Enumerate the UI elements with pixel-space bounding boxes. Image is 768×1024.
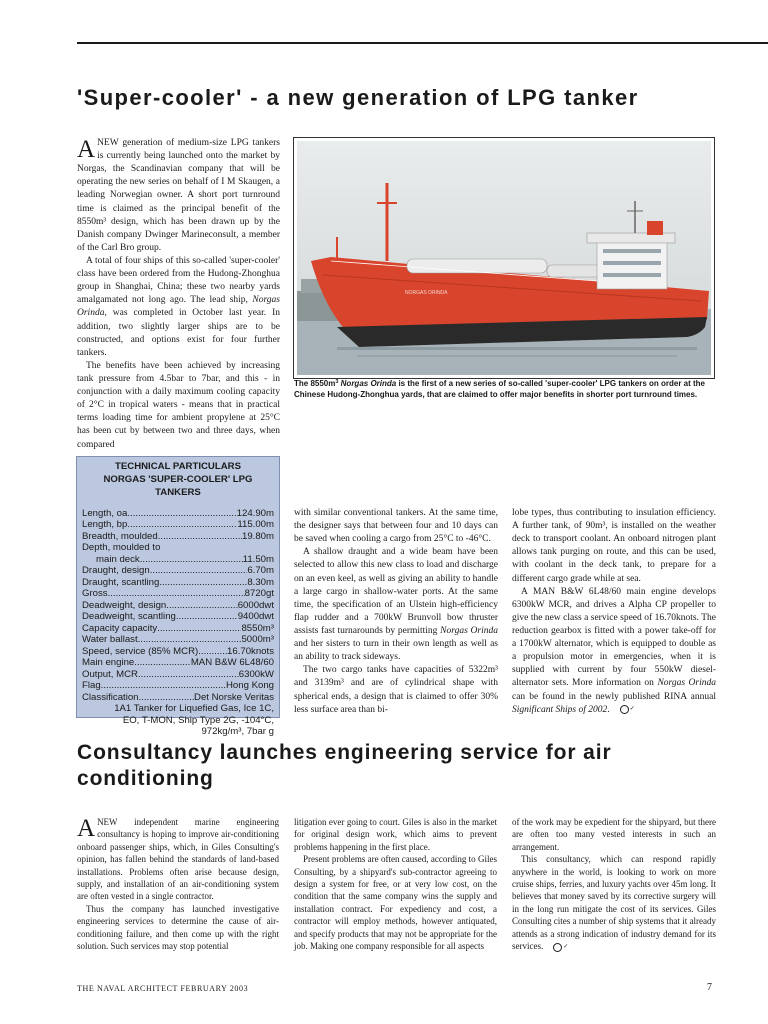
- spec-row: Length, oa ..... 124.90m: [82, 508, 274, 520]
- drop-cap-2: A: [77, 815, 96, 842]
- publication-footer: THE NAVAL ARCHITECT FEBRUARY 2003: [77, 984, 249, 993]
- drop-cap: A: [77, 136, 96, 163]
- spec-row: 1A1 Tanker for Liquefied Gas, Ice 1C,: [114, 703, 274, 715]
- spec-row: Deadweight, scantling ..... 9400dwt: [82, 611, 274, 623]
- technical-particulars-box: [76, 456, 280, 738]
- article2-column-3: [512, 816, 716, 952]
- ship-name: Norgas Orinda: [77, 295, 280, 319]
- spec-row: Draught, scantling ..... 8.30m: [82, 577, 274, 589]
- article1-paragraph-5: A shallow draught and a wide beam have been selected to allow this new class to load and discharge on an even keel, as well as giving an ability to handle a large cargo in shallow-water ports. At the same time, the specification of an Ulstein high-efficiency flap rudder and a 700kW Brunvoll bow thruster assists fast turnarounds by permitting Norgas Orinda and her sisters to turn in their own length as well as an ability to track sideways.: [294, 547, 498, 663]
- article1-column-1: [77, 137, 280, 452]
- technical-particulars-list: [82, 508, 274, 738]
- spec-row: Length, bp ..... 115.00m: [82, 519, 274, 531]
- spec-row: Draught, design ..... 6.70m: [82, 565, 274, 577]
- spec-row: Deadweight, design ..... 6000dwt: [82, 600, 274, 612]
- end-mark-icon: ✓: [553, 943, 562, 952]
- article-title-2: Consultancy launches engineering service for air conditioning: [77, 741, 612, 790]
- page-number: 7: [707, 982, 712, 993]
- spec-row: Gross ..... 8720gt: [82, 588, 274, 600]
- article1-paragraph-2: A total of four ships of this so-called 'super-cooler' class have been ordered from the Hudong-Zhonghua group in Shanghai, China; these two nearby yards amalgamated not long ago. The lead ship, Norgas Orinda, was completed in October last year. In addition, two slightly larger ships are to be constructed, and options exist for four further tankers.: [77, 255, 280, 358]
- article1-paragraph-3: The benefits have been achieved by increasing tank pressure from 4.5bar to 7bar, and this - in conjunction with a daily maximum cooling capacity of 2°C in tropical waters - means that in practical terms loading time for ambient propylene at 25°C has been cut by between two and three days, when compared: [77, 360, 280, 450]
- article1-paragraph-8: A MAN B&W 6L48/60 main engine develops 6300kW MCR, and drives a Alpha CP propeller to give the new class a service speed of 16.70knots. The reduction gearbox is fitted with a power take-off for a 1700kW alternator, which is equipped to double as a propulsion motor in emergencies, when it is supplied with current by four 550kW diesel-alternator sets. More information on Norgas Orinda can be found in the newly published RINA annual Significant Ships of 2002. ✓: [512, 586, 717, 715]
- spec-row: Flag ..... Hong Kong: [82, 680, 274, 692]
- top-rule: [77, 42, 768, 44]
- article2-column-1: [77, 816, 279, 952]
- article1-paragraph-7: lobe types, thus contributing to insulation efficiency. A further tank, of 90m³, is installed on the weather deck to transport coolant. An onboard nitrogen plant allows tank purging on route, and this can be used, with coolant in the deck tank, to prepare for a different cargo grade while at sea.: [512, 508, 716, 584]
- spec-row: Main engine ..... MAN B&W 6L48/60: [82, 657, 274, 669]
- spec-row: EO, T-MON, Ship Type 2G, -104°C,: [122, 714, 274, 726]
- spec-row: 972kg/m³, 7bar g: [201, 726, 274, 738]
- article2-paragraph-6: This consultancy, which can respond rapidly anywhere in the world, is looking to work on more cruise ships, ferries, and luxury yachts over 45m long. It believes that money saved by its corrective surgery will in the long run mitigate the cost of its services. Giles Consulting cites a number of ship systems that it already attends as a strong indication of industry demand for its services. ✓: [512, 854, 716, 952]
- article-title: 'Super-cooler' - a new generation of LPG tanker: [77, 85, 639, 110]
- article1-paragraph-6: The two cargo tanks have capacities of 5322m³ and 3139m³ and are of cylindrical shape with spherical ends, a design that is claimed to offer 30% less surface area than bi-: [294, 665, 498, 715]
- spec-row: Output, MCR ..... 6300kW: [82, 669, 274, 681]
- spec-row: Water ballast ..... 5000m³: [82, 634, 274, 646]
- spec-row: Classification ..... Det Norske Veritas: [82, 692, 274, 704]
- photo-caption: The $8550m^3$ Norgas Orinda is the first of a new series of so-called 'super-cooler' LPG tankers on order at the Chinese Hudong-Zhonghua yards, that are claimed to offer major benefits in shorter port turnround times.: [294, 379, 706, 399]
- spec-row: Depth, moulded to: [82, 542, 161, 554]
- article1-column-3: [512, 507, 716, 717]
- hull-name: NORGAS ORINDA: [405, 290, 448, 296]
- article2-paragraph-5: of the work may be expedient for the shipyard, but there are often too many vested interests in such an arrangement.: [512, 817, 716, 852]
- lead-word: NEW: [97, 138, 119, 148]
- article2-paragraph-4: Present problems are often caused, according to Giles Consulting, by a shipyard's sub-contractor agreeing to design a system for free, or at very low cost, on the condition that the same company wins the supply and installation contract. For expediency and cost, a contractor will employ methods, however antiquated, and specify products that may not be appropriate for the job. Making one company responsible for all aspects: [294, 854, 497, 952]
- tanker-illustration: [297, 141, 711, 375]
- article1-paragraph-4: with similar conventional tankers. At the same time, the designer says that between four and 10 days can be saved when cooling a cargo from 25°C to -46°C.: [294, 508, 498, 545]
- article2-column-2: [294, 816, 497, 952]
- spec-row: Speed, service (85% MCR) ..... 16.70knots: [82, 646, 274, 658]
- article2-paragraph-2: Thus the company has launched investigative engineering services to determine the cause of air-conditioning failure, and then come up with the right solution. Such services may stop potential: [77, 903, 279, 952]
- spec-row: Capacity capacity ..... 8550m³: [82, 623, 274, 635]
- spec-row: Breadth, moulded ..... 19.80m: [82, 531, 274, 543]
- article2-paragraph-1: ANEW independent marine engineering consultancy is hoping to improve air-conditioning onboard passenger ships, which, in Giles Consulting's opinion, has fallen behind the standards of land-based installations. Problems often arise because design, supply, and installation of an air-conditioning system are often vested in a single contractor.: [77, 815, 279, 902]
- spec-row: main deck ..... 11.50m: [82, 554, 274, 566]
- article1-column-2: [294, 507, 498, 717]
- technical-particulars-title: TECHNICAL PARTICULARS NORGAS 'SUPER-COOLER' LPG TANKERS: [103, 461, 253, 498]
- tanker-photo: [293, 137, 715, 379]
- end-mark-icon: ✓: [620, 705, 629, 714]
- article1-paragraph-1: ANEW generation of medium-size LPG tankers is currently being launched onto the market by Norgas, the Scandinavian company that will be operating the new series on behalf of I M Skaugen, a leading Norwegian owner. A short port turnround time is claimed as the principal benefit of the 8550m³ design, which has been drawn up by the Danish company Dwinger Marineconsult, a member of the Carl Bro group.: [77, 136, 280, 253]
- article2-paragraph-3: litigation ever going to court. Giles is also in the market for original design work, which aims to prevent problems happening in the first place.: [294, 817, 497, 852]
